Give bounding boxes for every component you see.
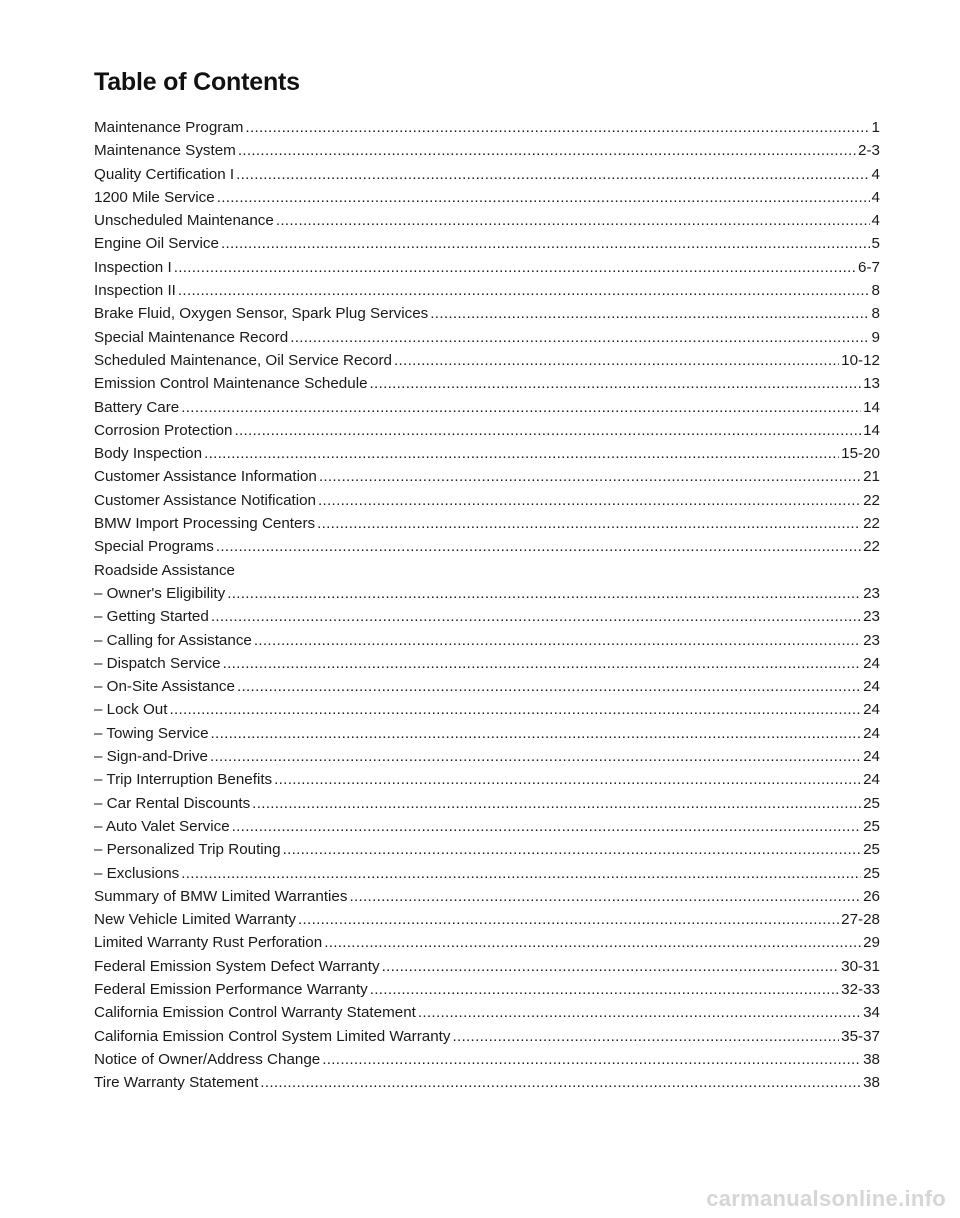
toc-dot-leader: [318, 489, 861, 512]
toc-dot-leader: [236, 163, 869, 186]
toc-entry-label: Maintenance Program: [94, 119, 244, 136]
toc-entry-page-number: 22: [863, 491, 880, 509]
toc-entry-page-number: 15-20: [841, 445, 880, 463]
toc-entry[interactable]: [94, 372, 880, 395]
toc-entry-label: Special Maintenance Record: [94, 328, 289, 346]
toc-entry[interactable]: [94, 722, 880, 745]
toc-entry[interactable]: [94, 139, 880, 162]
toc-dot-leader: [210, 745, 861, 768]
toc-entry-label: – Car Rental Discounts: [94, 794, 251, 812]
toc-entry-page-number: 24: [863, 701, 880, 719]
toc-entry-page-number: 14: [863, 398, 880, 416]
toc-entry[interactable]: [94, 745, 880, 768]
toc-section-heading[interactable]: [94, 559, 880, 582]
toc-entry-label: Tire Warranty Statement: [94, 1074, 259, 1092]
toc-dot-leader: [216, 535, 861, 558]
toc-dot-leader: [217, 186, 870, 209]
toc-entry-page-number: 22: [863, 515, 880, 533]
toc-entry-page-number: 8: [871, 282, 880, 300]
toc-entry-page-number: 24: [863, 748, 880, 766]
toc-entry-label: – Calling for Assistance: [94, 631, 252, 649]
toc-entry-label: Special Programs: [94, 538, 214, 556]
toc-entry-page-number: 21: [863, 468, 880, 486]
toc-entry-label: Corrosion Protection: [94, 421, 233, 439]
toc-entry-page-number: 9: [871, 328, 880, 346]
toc-entry-label: Emission Control Maintenance Schedule: [94, 375, 368, 393]
toc-entry[interactable]: [94, 116, 880, 139]
toc-entry[interactable]: [94, 302, 880, 325]
toc-dot-leader: [290, 326, 869, 349]
toc-entry-label: New Vehicle Limited Warranty: [94, 911, 297, 929]
toc-entry-label: 1200 Mile Service: [94, 188, 215, 206]
toc-entry-label: – Personalized Trip Routing: [94, 841, 281, 859]
toc-entry-page-number: 4: [871, 212, 880, 230]
toc-entry[interactable]: [94, 465, 880, 488]
toc-entry[interactable]: [94, 1048, 880, 1071]
toc-entry[interactable]: [94, 885, 880, 908]
toc-dot-leader: [232, 815, 861, 838]
toc-entry[interactable]: [94, 232, 880, 255]
toc-dot-leader: [283, 838, 862, 861]
toc-entry[interactable]: [94, 163, 880, 186]
toc-entry[interactable]: [94, 955, 880, 978]
toc-entry-page-number: 10-12: [841, 351, 880, 369]
toc-dot-leader: [452, 1025, 839, 1048]
toc-list: [94, 116, 880, 1094]
toc-entry-label: Engine Oil Service: [94, 235, 219, 253]
toc-entry-label: Notice of Owner/Address Change: [94, 1050, 321, 1068]
toc-entry-label: Customer Assistance Notification: [94, 491, 316, 509]
toc-entry-page-number: 25: [863, 841, 880, 859]
toc-entry-label: – Auto Valet Service: [94, 817, 230, 835]
toc-entry-label: Federal Emission System Defect Warranty: [94, 957, 380, 975]
toc-dot-leader: [394, 349, 839, 372]
toc-entry-label: – Sign-and-Drive: [94, 748, 208, 766]
toc-entry-page-number: 23: [863, 608, 880, 626]
toc-entry[interactable]: [94, 815, 880, 838]
toc-entry-page-number: 34: [863, 1004, 880, 1022]
toc-entry-page-number: 26: [863, 887, 880, 905]
toc-dot-leader: [169, 698, 861, 721]
toc-entry-label: California Emission Control System Limited Warranty: [94, 1027, 451, 1045]
toc-entry[interactable]: [94, 442, 880, 465]
toc-entry[interactable]: [94, 512, 880, 535]
toc-entry[interactable]: [94, 186, 880, 209]
toc-entry-label: Inspection II: [94, 282, 176, 300]
toc-entry[interactable]: [94, 675, 880, 698]
toc-entry[interactable]: [94, 1025, 880, 1048]
toc-dot-leader: [430, 302, 869, 325]
toc-entry-page-number: 38: [863, 1074, 880, 1092]
toc-entry-page-number: 22: [863, 538, 880, 556]
toc-entry-page-number: 23: [863, 631, 880, 649]
page-title: Table of Contents: [94, 68, 300, 96]
toc-entry-label: – On-Site Assistance: [94, 678, 235, 696]
toc-dot-leader: [204, 442, 839, 465]
toc-entry-page-number: 24: [863, 678, 880, 696]
toc-entry[interactable]: [94, 605, 880, 628]
toc-dot-leader: [238, 139, 856, 162]
toc-entry-label: BMW Import Processing Centers: [94, 515, 316, 533]
toc-entry-page-number: 24: [863, 654, 880, 672]
toc-entry-label: Body Inspection: [94, 445, 203, 463]
toc-entry[interactable]: [94, 698, 880, 721]
toc-dot-leader: [178, 279, 870, 302]
toc-entry-label: Brake Fluid, Oxygen Sensor, Spark Plug Services: [94, 305, 429, 323]
toc-entry-page-number: 27-28: [841, 911, 880, 929]
toc-entry-label: Customer Assistance Information: [94, 468, 317, 486]
toc-entry[interactable]: [94, 1071, 880, 1094]
toc-dot-leader: [382, 955, 840, 978]
toc-dot-leader: [274, 768, 861, 791]
toc-dot-leader: [298, 908, 839, 931]
toc-entry[interactable]: [94, 838, 880, 861]
toc-entry-label: – Owner's Eligibility: [94, 584, 226, 602]
toc-dot-leader: [370, 978, 839, 1001]
toc-entry-label: Summary of BMW Limited Warranties: [94, 887, 348, 905]
toc-entry-label: – Trip Interruption Benefits: [94, 771, 273, 789]
toc-entry[interactable]: [94, 535, 880, 558]
toc-entry-page-number: 8: [871, 305, 880, 323]
toc-entry-page-number: 25: [863, 864, 880, 882]
toc-entry-label: Scheduled Maintenance, Oil Service Record: [94, 351, 393, 369]
toc-entry-page-number: 24: [863, 771, 880, 789]
toc-entry[interactable]: [94, 349, 880, 372]
toc-dot-leader: [211, 722, 862, 745]
toc-entry-page-number: 29: [863, 934, 880, 952]
toc-entry-page-number: 25: [863, 817, 880, 835]
toc-entry[interactable]: [94, 978, 880, 1001]
toc-entry-page-number: 4: [871, 188, 880, 206]
toc-dot-leader: [252, 792, 861, 815]
toc-dot-leader: [227, 582, 861, 605]
toc-dot-leader: [223, 652, 861, 675]
toc-entry-label: California Emission Control Warranty Statement: [94, 1004, 416, 1022]
toc-entry-label: – Dispatch Service: [94, 654, 221, 672]
toc-entry-page-number: 5: [871, 235, 880, 253]
toc-dot-leader: [276, 209, 870, 232]
toc-entry-label: – Exclusions: [94, 864, 180, 882]
toc-entry[interactable]: [94, 489, 880, 512]
toc-entry-label: Roadside Assistance: [94, 561, 235, 579]
toc-entry-label: Battery Care: [94, 398, 180, 416]
toc-entry-page-number: 35-37: [841, 1027, 880, 1045]
toc-dot-leader: [221, 232, 870, 255]
toc-dot-leader: [174, 256, 856, 279]
toc-entry-label: Limited Warranty Rust Perforation: [94, 934, 323, 952]
toc-dot-leader: [322, 1048, 861, 1071]
toc-entry-page-number: 24: [863, 724, 880, 742]
toc-entry[interactable]: [94, 931, 880, 954]
toc-entry-page-number: 13: [863, 375, 880, 393]
toc-entry[interactable]: [94, 908, 880, 931]
toc-entry[interactable]: [94, 768, 880, 791]
toc-entry-label: Unscheduled Maintenance: [94, 212, 274, 230]
toc-entry-page-number: 1: [871, 119, 880, 136]
toc-dot-leader: [181, 396, 861, 419]
toc-dot-leader: [211, 605, 861, 628]
toc-entry-label: Inspection I: [94, 258, 172, 276]
toc-entry[interactable]: [94, 209, 880, 232]
toc-entry-page-number: 6-7: [858, 258, 880, 276]
toc-entry-label: Federal Emission Performance Warranty: [94, 980, 368, 998]
toc-dot-leader: [370, 372, 862, 395]
toc-entry[interactable]: [94, 792, 880, 815]
toc-entry[interactable]: [94, 652, 880, 675]
toc-dot-leader: [317, 512, 861, 535]
toc-entry-label: – Towing Service: [94, 724, 209, 742]
toc-entry-label: – Getting Started: [94, 608, 209, 626]
toc-entry[interactable]: [94, 279, 880, 302]
toc-entry-page-number: 25: [863, 794, 880, 812]
toc-entry-page-number: 30-31: [841, 957, 880, 975]
document-page: [94, 68, 880, 1094]
toc-entry-page-number: 32-33: [841, 980, 880, 998]
toc-entry[interactable]: [94, 326, 880, 349]
toc-entry[interactable]: [94, 419, 880, 442]
toc-entry[interactable]: [94, 862, 880, 885]
toc-entry[interactable]: [94, 629, 880, 652]
toc-entry-page-number: 14: [863, 421, 880, 439]
toc-entry-label: Quality Certification I: [94, 165, 235, 183]
toc-entry-label: – Lock Out: [94, 701, 168, 719]
toc-entry-label: Maintenance System: [94, 142, 236, 160]
toc-dot-leader: [181, 862, 861, 885]
toc-entry[interactable]: [94, 256, 880, 279]
toc-entry-page-number: 4: [871, 165, 880, 183]
toc-dot-leader: [418, 1001, 861, 1024]
toc-dot-leader: [234, 419, 861, 442]
toc-dot-leader: [254, 629, 861, 652]
toc-dot-leader: [260, 1071, 861, 1094]
toc-entry[interactable]: [94, 582, 880, 605]
toc-dot-leader: [237, 675, 861, 698]
toc-entry-page-number: 2-3: [858, 142, 880, 160]
toc-dot-leader: [324, 931, 861, 954]
toc-entry-page-number: 23: [863, 584, 880, 602]
toc-entry-page-number: 38: [863, 1050, 880, 1068]
toc-dot-leader: [349, 885, 861, 908]
toc-entry[interactable]: [94, 396, 880, 419]
toc-dot-leader: [319, 465, 861, 488]
toc-dot-leader: [245, 116, 869, 139]
toc-entry[interactable]: [94, 1001, 880, 1024]
watermark-text: carmanualsonline.info: [706, 1186, 946, 1211]
